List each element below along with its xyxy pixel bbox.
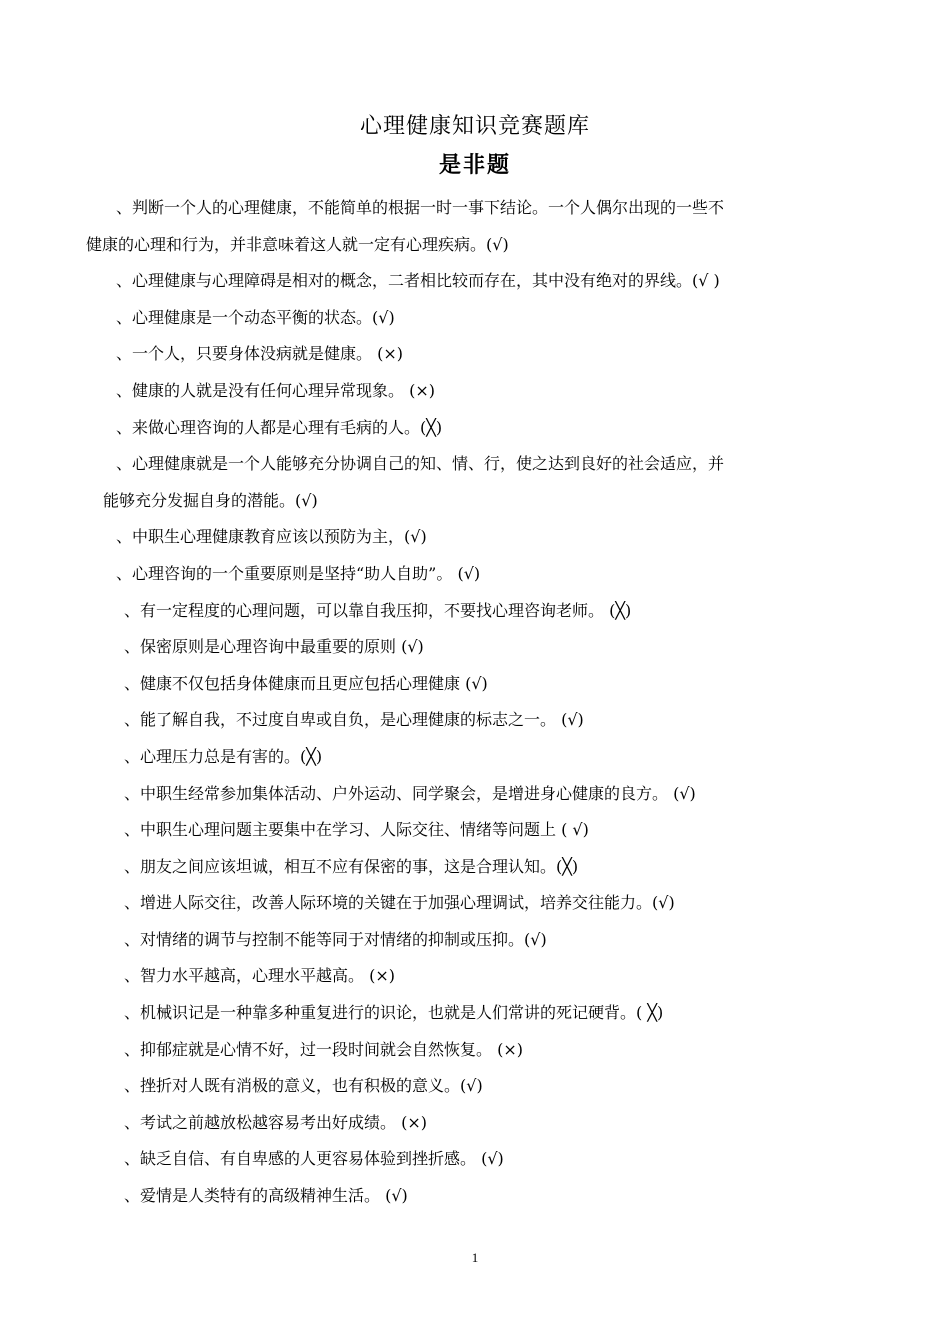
question-item: 、心理压力总是有害的。(╳)	[124, 746, 323, 766]
question-list	[0, 190, 950, 1215]
question-item: 、保密原则是心理咨询中最重要的原则 (√)	[124, 637, 424, 657]
question-item: 、心理健康是一个动态平衡的状态。(√)	[116, 307, 395, 327]
page-number: 1	[471, 1250, 479, 1265]
question-item: 、爱情是人类特有的高级精神生活。 (√)	[124, 1186, 408, 1206]
question-item: 、机械识记是一种靠多种重复进行的识论，也就是人们常讲的死记硬背。( ╳)	[124, 1003, 664, 1023]
question-item: 、抑郁症就是心情不好，过一段时间就会自然恢复。 (×)	[124, 1039, 523, 1059]
question-item: 、心理健康与心理障碍是相对的概念，二者相比较而存在，其中没有绝对的界线。(√ )	[116, 271, 720, 291]
question-item: 、心理健康就是一个人能够充分协调自己的知、情、行，使之达到良好的社会适应，并 能够充分发掘自身的潜能。(√)	[103, 454, 725, 510]
question-item: 、朋友之间应该坦诚，相互不应有保密的事，这是合理认知。(╳)	[124, 856, 579, 876]
question-item: 、智力水平越高，心理水平越高。 (×)	[124, 966, 395, 986]
question-item: 、一个人，只要身体没病就是健康。 (×)	[116, 344, 403, 364]
question-item: 、来做心理咨询的人都是心理有毛病的人。(╳)	[116, 417, 443, 437]
question-item: 、考试之前越放松越容易考出好成绩。 (×)	[124, 1112, 427, 1132]
question-item: 、判断一个人的心理健康，不能简单的根据一时一事下结论。一个人偶尔出现的一些不 健康的心理和行为，并非意味着这人就一定有心理疾病。(√)	[86, 198, 725, 254]
question-item: 、健康的人就是没有任何心理异常现象。 (×)	[116, 380, 435, 400]
question-item: 、挫折对人既有消极的意义，也有积极的意义。(√)	[124, 1076, 483, 1096]
question-item: 、中职生心理问题主要集中在学习、人际交往、情绪等问题上 ( √)	[124, 820, 589, 840]
page-title: 心理健康知识竞赛题库	[359, 114, 590, 139]
question-item: 、能了解自我，不过度自卑或自负，是心理健康的标志之一。 (√)	[124, 710, 584, 730]
question-item: 、健康不仅包括身体健康而且更应包括心理健康 (√)	[124, 673, 488, 693]
question-item: 、中职生经常参加集体活动、户外运动、同学聚会，是增进身心健康的良方。 (√)	[124, 783, 696, 803]
question-item: 、心理咨询的一个重要原则是坚持“助人自助”。 (√)	[116, 563, 481, 583]
question-item: 、对情绪的调节与控制不能等同于对情绪的抑制或压抑。(√)	[124, 929, 547, 949]
question-item: 、增进人际交往，改善人际环境的关键在于加强心理调试，培养交往能力。(√)	[124, 893, 675, 913]
section-title: 是非题	[438, 152, 511, 178]
question-item: 、有一定程度的心理问题，可以靠自我压抑，不要找心理咨询老师。 (╳)	[124, 600, 632, 620]
question-item: 、中职生心理健康教育应该以预防为主，(√)	[116, 527, 427, 547]
question-item: 、缺乏自信、有自卑感的人更容易体验到挫折感。 (√)	[124, 1149, 504, 1169]
